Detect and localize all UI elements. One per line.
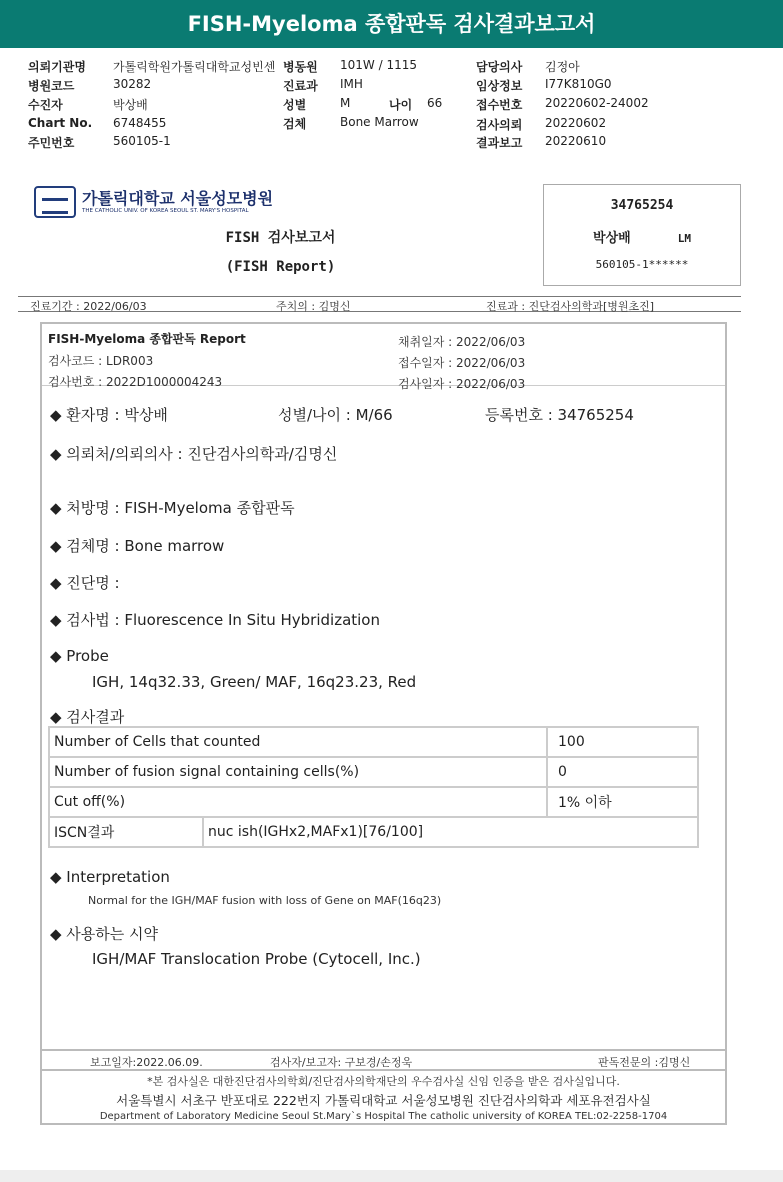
result-value: 100 [547,727,698,757]
sex: M [340,96,351,110]
patient-id-box [543,184,741,286]
report-date: 20220610 [545,134,607,148]
probe-detail: IGH, 14q32.33, Green/ MAF, 16q23.23, Red [92,673,417,691]
patient-name-code [544,227,740,246]
doctor-label: 담당의사 [476,60,523,74]
report-meta [42,324,725,391]
test-no: 검사번호 : 2022D1000004243 [48,375,223,389]
clinical-info-label: 임상정보 [476,79,523,93]
visit-info-row [18,296,741,312]
report-title-en: (FISH Report) [225,259,336,275]
lab-info [40,1071,727,1125]
page-bottom-divider [0,1170,783,1182]
iscn-label: ISCN결과 [49,817,203,847]
result-value: 0 [547,757,698,787]
doctor: 김정아 [545,60,580,74]
chart-no-label: Chart No. [28,116,93,130]
patient-box-code: LM [677,232,691,245]
result-title: ◆ 검사결과 [50,708,125,726]
table-row [49,817,698,847]
visit-dept: 진료과 : 진단검사의학과[병원초진] [486,300,655,313]
table-row [49,757,698,787]
lab-dept-en: Department of Laboratory Medicine Seoul St.Mary`s Hospital The catholic university of KOREA TEL:02-2258-1704 [99,1111,668,1122]
sex-label: 성별 [283,98,307,112]
collect-date: 채취일자 : 2022/06/03 [398,335,526,349]
patient-box-name: 박상배 [593,231,631,246]
ordering-org: 가톨릭학원가톨릭대학교성빈센 [113,60,276,74]
reagent-detail: IGH/MAF Translocation Probe (Cytocell, Inc.) [92,950,421,968]
result-label: Number of Cells that counted [49,727,547,757]
resident-no: 560105-1 [113,134,171,148]
specimen: Bone Marrow [340,115,419,129]
specimen-label: 검체 [283,117,307,131]
table-row [49,727,698,757]
footer-reader: 판독전문의 :김명신 [598,1056,691,1069]
lab-address: 서울특별시 서초구 반포대로 222번지 가톨릭대학교 서울성모병원 진단검사의학과 세포유전검사실 [116,1093,651,1108]
interpretation-detail: Normal for the IGH/MAF fusion with loss of Gene on MAF(16q23) [88,894,442,907]
hospital-name-ko: 가톨릭대학교 서울성모병원 [82,189,274,208]
report-banner-title: FISH-Myeloma 종합판독 검사결과보고서 [0,0,783,48]
test-code: 검사코드 : LDR003 [48,354,154,368]
dept: IMH [340,77,363,91]
footer-report-date: 보고일자:2022.06.09. [90,1056,203,1069]
sex-age-line: 성별/나이 : M/66 [278,406,393,424]
interpretation-title: ◆ Interpretation [50,868,170,886]
iscn-value: nuc ish(IGHx2,MAFx1)[76/100] [203,817,698,847]
diagnosis-line: ◆ 진단명 : [50,574,120,592]
lab-cert: *본 검사실은 대한진단검사의학회/진단검사의학재단의 우수검사실 신임 인증을 받은 검사실입니다. [147,1075,620,1088]
age: 66 [427,96,443,110]
request-date: 20220602 [545,116,607,130]
resident-no-label: 주민번호 [28,136,75,150]
result-value: 1% 이하 [547,787,698,817]
reg-no-line: 등록번호 : 34765254 [485,406,634,424]
clinical-info: I77K810G0 [545,77,612,91]
footer-examiner: 검사자/보고자: 구보경/손정욱 [270,1056,413,1069]
result-table [48,726,699,848]
receive-date: 접수일자 : 2022/06/03 [398,356,526,370]
patient-resident: 560105-1****** [595,258,689,271]
result-label: Cut off(%) [49,787,547,817]
prescription-line: ◆ 처방명 : FISH-Myeloma 종합판독 [50,499,295,517]
attending: 주치의 : 김명신 [276,300,351,313]
report-body [40,322,727,1049]
ordering-org-label: 의뢰기관명 [28,60,86,74]
reception-no-label: 접수번호 [476,98,523,112]
receiver: 박상배 [113,98,148,112]
patient-name-line: ◆ 환자명 : 박상배 [50,406,168,424]
report-document [18,172,765,1172]
specimen-line: ◆ 검체명 : Bone marrow [50,537,225,555]
report-name: FISH-Myeloma 종합판독 Report [48,332,246,346]
probe-title: ◆ Probe [50,647,109,665]
hospital-code: 30282 [113,77,152,91]
ward: 101W / 1115 [340,58,417,72]
hospital-code-label: 병원코드 [28,79,75,93]
result-label: Number of fusion signal containing cells(%) [49,757,547,787]
patient-id: 34765254 [610,198,674,213]
requester-line: ◆ 의뢰처/의뢰의사 : 진단검사의학과/김명신 [50,445,338,463]
visit-date: 진료기간 : 2022/06/03 [30,300,147,313]
report-title-ko: FISH 검사보고서 [225,230,336,246]
reception-no: 20220602-24002 [545,96,649,110]
age-label: 나이 [389,98,413,112]
chart-no: 6748455 [113,116,167,130]
report-signoff [40,1049,727,1071]
report-date-label: 결과보고 [476,136,523,150]
receiver-label: 수진자 [28,98,63,112]
request-date-label: 검사의뢰 [476,118,523,132]
hospital-logo-emblem-icon [34,186,76,218]
hospital-name-en: THE CATHOLIC UNIV. OF KOREA SEOUL ST. MARY'S HOSPITAL [82,208,249,214]
reagent-title: ◆ 사용하는 시약 [50,925,159,943]
method-line: ◆ 검사법 : Fluorescence In Situ Hybridization [50,611,380,629]
test-date: 검사일자 : 2022/06/03 [398,377,526,391]
table-row [49,787,698,817]
dept-label: 진료과 [283,79,318,93]
ward-label: 병동원 [283,60,318,74]
